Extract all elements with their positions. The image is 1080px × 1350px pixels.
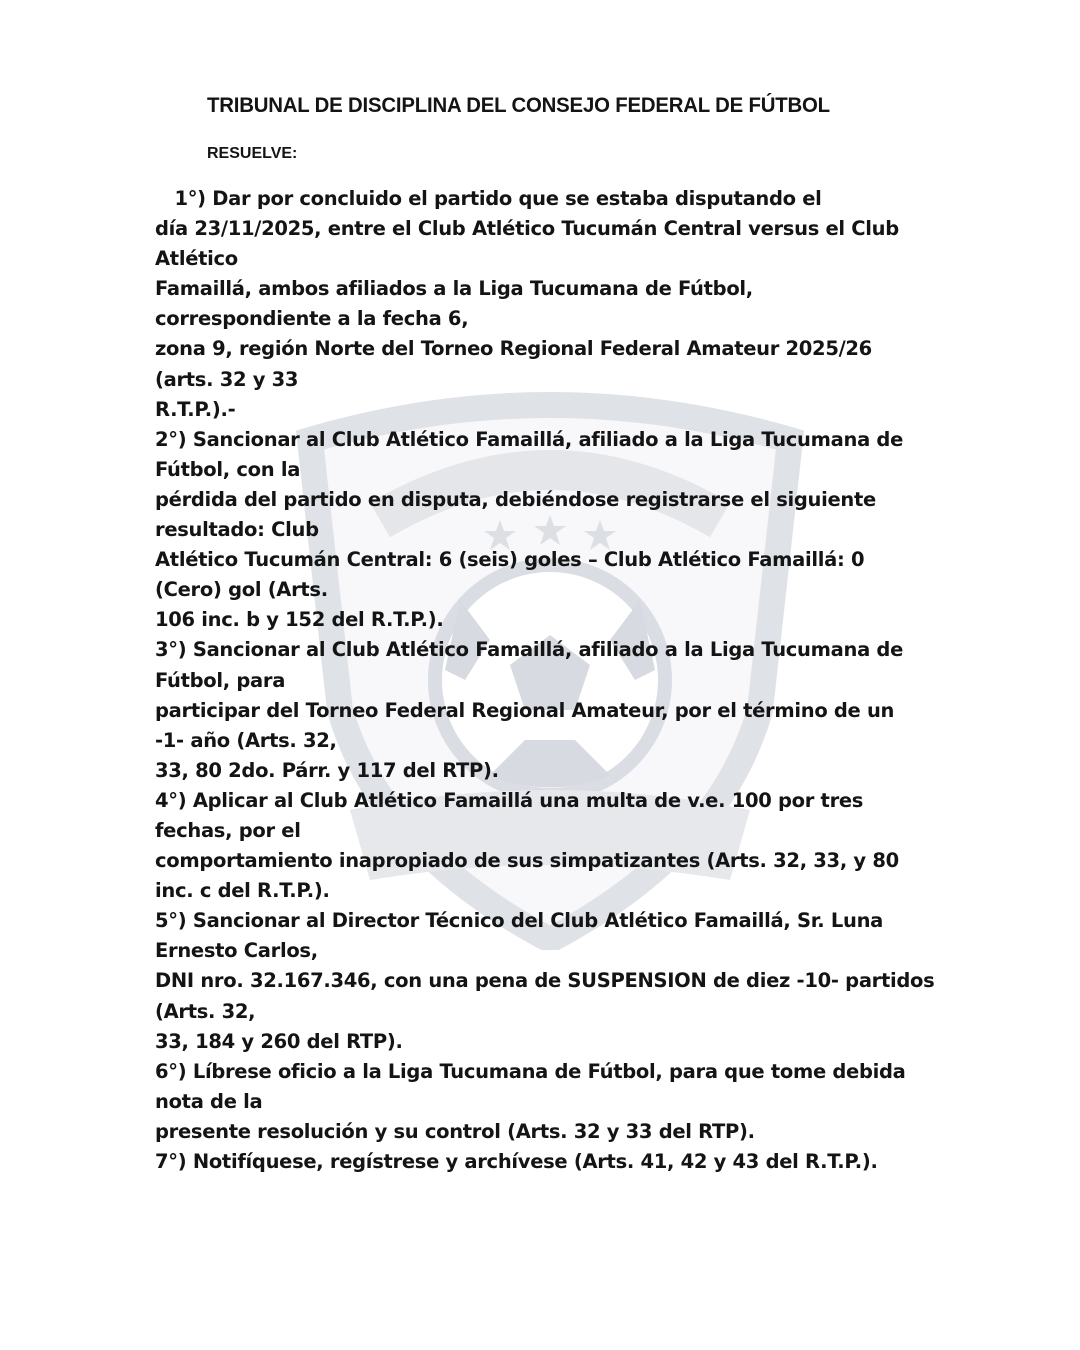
resolution-line: 33, 184 y 260 del RTP).	[155, 1029, 403, 1053]
resolution-line: 4°) Aplicar al Club Atlético Famaillá una multa de v.e. 100 por tres	[155, 788, 864, 812]
resuelve-heading: RESUELVE:	[207, 145, 298, 162]
resolution-line: R.T.P.).-	[155, 397, 236, 421]
resolution-line: participar del Torneo Federal Regional Amateur, por el término de un	[155, 698, 895, 722]
resolution-line: fechas, por el	[155, 818, 301, 842]
resolution-line: presente resolución y su control (Arts. 32 y 33 del RTP).	[155, 1119, 755, 1143]
resolution-line: 2°) Sancionar al Club Atlético Famaillá, afiliado a la Liga Tucumana de	[155, 427, 904, 451]
resolution-line: Fútbol, con la	[155, 457, 301, 481]
resolution-line: 106 inc. b y 152 del R.T.P.).	[155, 608, 444, 632]
resolution-line: Atlético	[155, 247, 238, 271]
resolution-body	[155, 184, 934, 1177]
resolution-line: inc. c del R.T.P.).	[155, 879, 330, 903]
resolution-line: Ernesto Carlos,	[155, 939, 318, 963]
resolution-line: comportamiento inapropiado de sus simpatizantes (Arts. 32, 33, y 80	[155, 849, 899, 873]
resolution-line: Famaillá, ambos afiliados a la Liga Tucumana de Fútbol,	[155, 277, 753, 301]
document-title: TRIBUNAL DE DISCIPLINA DEL CONSEJO FEDERAL DE FÚTBOL	[207, 94, 830, 117]
resolution-line: DNI nro. 32.167.346, con una pena de SUSPENSION de diez -10- partidos	[155, 969, 935, 993]
resolution-line: zona 9, región Norte del Torneo Regional Federal Amateur 2025/26	[155, 337, 872, 361]
resolution-line: 5°) Sancionar al Director Técnico del Club Atlético Famaillá, Sr. Luna	[155, 909, 884, 933]
resolution-line: (arts. 32 y 33	[155, 367, 299, 391]
resolution-line: 1°) Dar por concluido el partido que se estaba disputando el	[155, 187, 822, 210]
resolution-line: día 23/11/2025, entre el Club Atlético Tucumán Central versus el Club	[155, 217, 899, 241]
resolution-line: 7°) Notifíquese, regístrese y archívese (Arts. 41, 42 y 43 del R.T.P.).	[155, 1150, 878, 1173]
resolution-line: correspondiente a la fecha 6,	[155, 307, 469, 331]
resolution-line: (Cero) gol (Arts.	[155, 578, 328, 602]
resolution-line: nota de la	[155, 1089, 263, 1113]
resolution-line: 33, 80 2do. Párr. y 117 del RTP).	[155, 758, 499, 782]
resolution-line: -1- año (Arts. 32,	[155, 728, 337, 752]
resolution-line: (Arts. 32,	[155, 999, 256, 1023]
resolution-line: resultado: Club	[155, 518, 319, 542]
resolution-line: Fútbol, para	[155, 668, 286, 692]
resolution-line: pérdida del partido en disputa, debiéndose registrarse el siguiente	[155, 487, 876, 511]
resolution-line: 3°) Sancionar al Club Atlético Famaillá, afiliado a la Liga Tucumana de	[155, 638, 904, 662]
resolution-line: 6°) Líbrese oficio a la Liga Tucumana de Fútbol, para que tome debida	[155, 1059, 906, 1083]
resolution-line: Atlético Tucumán Central: 6 (seis) goles – Club Atlético Famaillá: 0	[155, 548, 865, 572]
